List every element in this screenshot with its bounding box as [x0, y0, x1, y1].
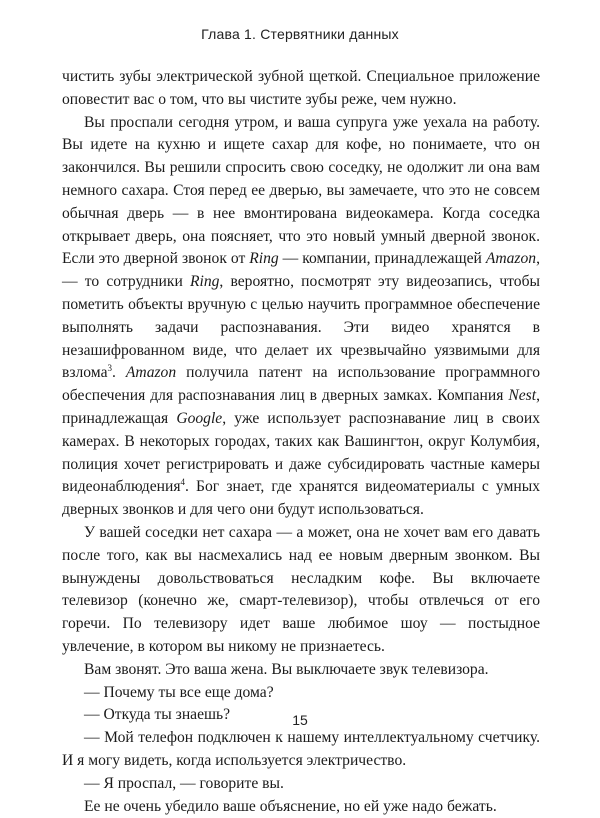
brand-amazon: Amazon [126, 364, 176, 381]
page-number: 15 [0, 712, 600, 728]
brand-nest: Nest [508, 387, 536, 404]
brand-google: Google [176, 410, 222, 427]
dialog-line-2: — Откуда ты знаешь? [62, 704, 540, 727]
footnote-ref-3: 3 [108, 363, 113, 373]
dialog-line-3: — Мой телефон подключен к нашему интеллектуальному счетчику. И я могу видеть, когда используется электричество. [62, 727, 540, 773]
paragraph-1: чистить зубы электрической зубной щеткой. Специальное приложение оповестит вас о том, что вы чистите зубы реже, чем нужно. [62, 66, 540, 112]
dialog-line-4: — Я проспал, — говорите вы. [62, 773, 540, 796]
paragraph-3: У вашей соседки нет сахара — а может, она не хочет вам его давать после того, как вы насмехались над ее новым дверным звонком. Вы вынуждены довольствоваться несладким кофе. Вы включаете телевизор (конечно же, смарт-телевизор), чтобы отвлечься от его горечи. По телевизору идет ваше любимое шоу — постыдное увлечение, в котором вы никому не признаетесь. [62, 522, 540, 659]
body-text [62, 66, 540, 818]
paragraph-2: Вы проспали сегодня утром, и ваша супруга уже уехала на работу. Вы идете на кухню и ищете сахар для кофе, но понимаете, что он закончился. Вы решили спросить свою соседку, не одолжит ли она вам немного сахара. Стоя перед ее дверью, вы замечаете, что это не совсем обычная дверь — в нее вмонтирована видеокамера. Когда соседка открывает дверь, она поясняет, что это новый умный дверной звонок. Если это дверной звонок от Ring — компании, принадлежащей Amazon, — то сотрудники Ring, вероятно, посмотрят эту видеозапись, чтобы пометить объекты вручную с целью научить программное обеспечение выполнять задачи распознавания. Эти видео хранятся в незашифрованном виде, что делает их чрезвычайно уязвимыми для взлома$^3$. Amazon получила патент на использование программного обеспечения для распознавания лиц в дверных замках. Компания Nest, принадлежащая Google, уже использует распознавание лиц в своих камерах. В некоторых городах, таких как Вашингтон, округ Колумбия, полиция хочет регистрировать и даже субсидировать частные камеры видеонаблюдения$^4$. Бог знает, где хранятся видеоматериалы с умных дверных звонков и для чего они будут использоваться. [62, 112, 540, 522]
paragraph-4: Вам звонят. Это ваша жена. Вы выключаете звук телевизора. [62, 659, 540, 682]
brand-ring: Ring [190, 273, 219, 290]
footnote-ref-4: 4 [181, 477, 186, 487]
dialog-line-1: — Почему ты все еще дома? [62, 682, 540, 705]
running-header: Глава 1. Стервятники данных [0, 26, 600, 42]
paragraph-9: Ее не очень убедило ваше объяснение, но ей уже надо бежать. [62, 796, 540, 818]
brand-amazon: Amazon [486, 250, 536, 267]
brand-ring: Ring [249, 250, 278, 267]
